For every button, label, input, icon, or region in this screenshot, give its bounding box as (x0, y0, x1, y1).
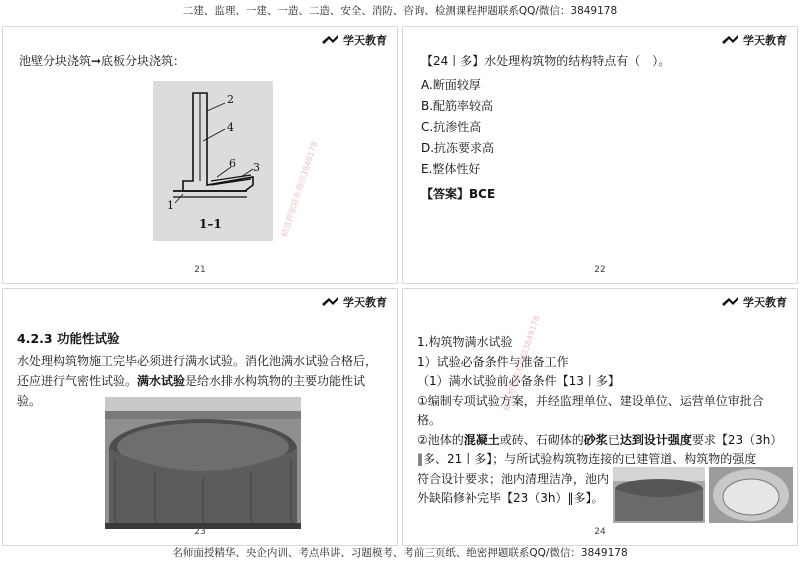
figure-label-4: 4 (227, 121, 234, 134)
line-9: 外缺陷修补完毕【23（3h）‖多】。 (417, 491, 604, 505)
logo-text: 学天教育 (743, 34, 787, 47)
page-number: 23 (194, 527, 206, 537)
question-text: 【24丨多】水处理构筑物的结构特点有（ ）。 (421, 54, 671, 68)
wall-section-figure (153, 81, 273, 241)
section-heading: 4.2.3 功能性试验 (17, 331, 120, 346)
line-6-c: 或砖、石砌体的 (499, 432, 584, 447)
brand-logo (321, 33, 387, 47)
tank-photo-small (613, 467, 705, 523)
figure-label-1: 1 (167, 199, 174, 212)
option-list (421, 75, 494, 180)
paragraph-part-2: 是给水排水构筑物的主要功能性试验。 (17, 374, 366, 408)
slide-23 (2, 288, 398, 546)
slide-24 (402, 288, 798, 546)
logo-text: 学天教育 (743, 296, 787, 309)
page-number: 22 (594, 265, 606, 275)
figure-label-3: 3 (253, 161, 260, 174)
slide-22 (402, 26, 798, 284)
line-6-g: 要求【23（3h） (691, 432, 783, 447)
option-c: C.抗渗性高 (421, 120, 482, 134)
line-3: （1）满水试验前必备条件【13丨多】 (417, 374, 620, 388)
brand-logo (321, 295, 387, 309)
logo-mark-icon (721, 34, 739, 46)
option-e: E.整体性好 (421, 162, 481, 176)
logo-text: 学天教育 (343, 296, 387, 309)
line-4: ①编制专项试验方案，并经监理单位、建设单位、运营单位审批合 (417, 393, 764, 408)
watermark: 精选押题联系微信3849178 (501, 314, 542, 413)
brand-logo (721, 295, 787, 309)
logo-mark-icon (321, 296, 339, 308)
line-6-b: 混凝土 (463, 432, 500, 447)
line-8: 符合设计要求；池内清理洁净，池内 (417, 471, 610, 486)
paragraph-part-1: 水处理构筑物施工完毕必须进行满水试验。消化池满水试验合格后，还应进行气密性试验。 (17, 354, 378, 388)
tank-photo (105, 397, 301, 529)
figure-label-6: 6 (229, 157, 236, 170)
header-banner: 二建、监理、一建、一造、二造、安全、消防、咨询、检测课程押题联系QQ/微信：3849178 (182, 5, 618, 17)
option-a: A.断面较厚 (421, 78, 481, 92)
footer-banner: 名师面授精华、央企内训、考点串讲、习题模考、考前三页纸、绝密押题联系QQ/微信：3849178 (172, 547, 628, 559)
option-d: D.抗冻要求高 (421, 141, 495, 155)
line-6 (417, 431, 793, 451)
option-b: B.配筋率较高 (421, 99, 494, 113)
brand-logo (721, 33, 787, 47)
figure-label-2: 2 (227, 93, 234, 106)
paragraph-bold: 满水试验 (137, 374, 186, 388)
logo-mark-icon (321, 34, 339, 46)
line-7: ‖多、21丨多】；与所试验构筑物连接的已建管道、构筑物的强度 (417, 452, 757, 466)
page-number: 24 (594, 527, 606, 537)
line-6-a: ②池体的 (417, 432, 464, 447)
line-6-e: 已 (607, 432, 620, 447)
line-1: 1.构筑物满水试验 (417, 335, 513, 349)
line-6-d: 砂浆 (583, 432, 608, 447)
line-5: 格。 (417, 413, 442, 427)
logo-mark-icon (721, 296, 739, 308)
watermark: 精选押题联系微信3849178 (279, 140, 320, 239)
section-label: 1–1 (199, 217, 222, 231)
page-number: 21 (194, 265, 206, 275)
tank-interior-photo (709, 467, 793, 523)
slide-21 (2, 26, 398, 284)
line-2: 1）试验必备条件与准备工作 (417, 354, 569, 369)
line-6-f: 达到设计强度 (619, 432, 692, 447)
logo-text: 学天教育 (343, 34, 387, 47)
figure-caption: 池壁分块浇筑➞底板分块浇筑： (19, 54, 186, 68)
answer-text: 【答案】BCE (421, 187, 496, 201)
